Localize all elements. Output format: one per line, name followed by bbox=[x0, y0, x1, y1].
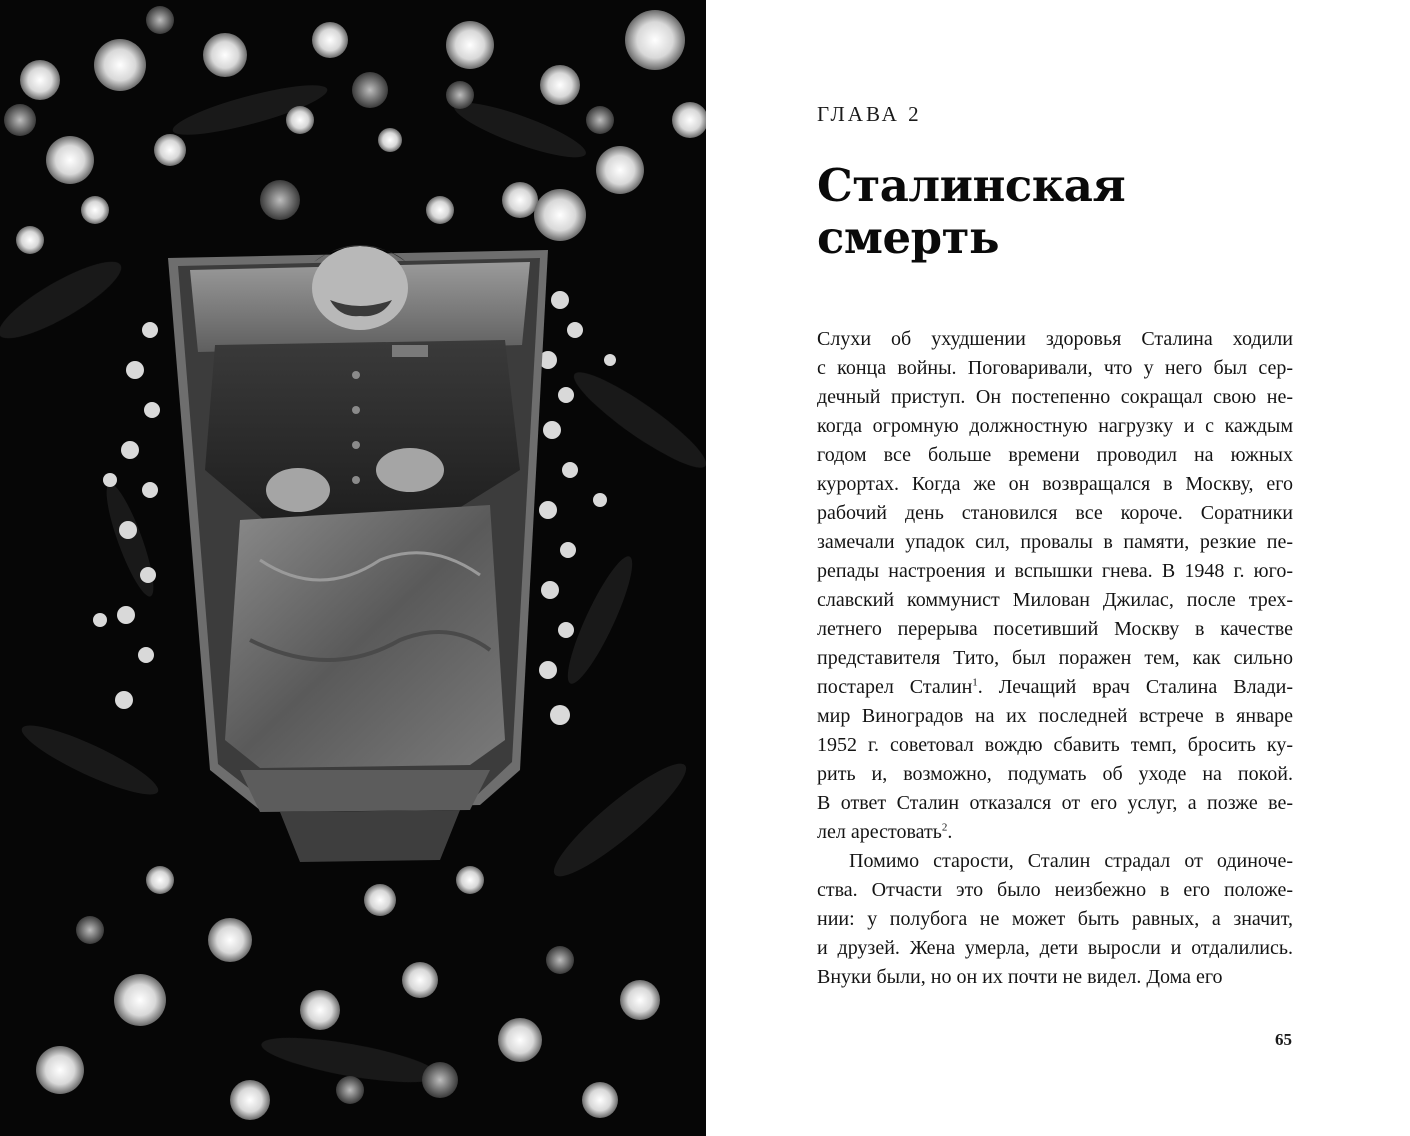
chapter-label: ГЛАВА 2 bbox=[817, 102, 922, 126]
line-text: 1952 г. советовал вождю сбавить темп, бросить ку- bbox=[817, 734, 1293, 756]
line-text: рить и, возможно, подумать об уходе на покой. bbox=[817, 763, 1293, 785]
text-line bbox=[817, 499, 1293, 528]
line-text: с конца войны. Поговаривали, что у него был сер- bbox=[817, 357, 1293, 379]
line-text: летнего перерыва посетивший Москву в качестве bbox=[817, 618, 1293, 640]
text-line bbox=[817, 905, 1293, 934]
text-line bbox=[817, 847, 1293, 876]
text-line bbox=[817, 412, 1293, 441]
line-text: ства. Отчасти это было неизбежно в его положе- bbox=[817, 879, 1293, 901]
text-line bbox=[817, 876, 1293, 905]
text-line bbox=[817, 673, 1293, 702]
line-text: репады настроения и вспышки гнева. В 1948 г. юго- bbox=[817, 560, 1293, 582]
line-text: Слухи об ухудшении здоровья Сталина ходили bbox=[817, 328, 1293, 350]
text-line bbox=[817, 383, 1293, 412]
chapter-title bbox=[817, 160, 1337, 264]
text-line bbox=[817, 325, 1293, 354]
chapter-title-line-2: смерть bbox=[817, 211, 1000, 264]
text-line bbox=[817, 963, 1293, 992]
line-text-after: . Лечащий врач Сталина Влади- bbox=[977, 676, 1293, 698]
line-text: рабочий день становился все короче. Соратники bbox=[817, 502, 1293, 524]
text-line bbox=[817, 818, 1293, 847]
text-line bbox=[817, 789, 1293, 818]
text-line bbox=[817, 586, 1293, 615]
line-text: замечали упадок сил, провалы в памяти, резкие пе- bbox=[817, 531, 1293, 553]
line-text: Помимо старости, Сталин страдал от одиноче- bbox=[849, 850, 1293, 872]
line-text: лел арестовать bbox=[817, 821, 942, 843]
line-text: курортах. Когда же он возвращался в Москву, его bbox=[817, 473, 1293, 495]
footnote-marker[interactable]: 2 bbox=[941, 821, 948, 834]
line-text-after: . bbox=[947, 821, 953, 843]
text-line bbox=[817, 615, 1293, 644]
line-text: постарел Сталин bbox=[817, 676, 973, 698]
text-line bbox=[817, 528, 1293, 557]
line-text: годом все больше времени проводил на южных bbox=[817, 444, 1293, 466]
page-number: 65 bbox=[1275, 1030, 1292, 1049]
text-line bbox=[817, 557, 1293, 586]
body-text bbox=[817, 325, 1293, 992]
text-page bbox=[706, 0, 1410, 1136]
line-text: мир Виноградов на их последней встрече в январе bbox=[817, 705, 1293, 727]
text-line bbox=[817, 470, 1293, 499]
line-text: когда огромную должностную нагрузку и с каждым bbox=[817, 415, 1293, 437]
text-line bbox=[817, 731, 1293, 760]
line-text: и друзей. Жена умерла, дети выросли и отдалились. bbox=[817, 937, 1293, 959]
line-text: Внуки были, но он их почти не видел. Дома его bbox=[817, 966, 1223, 988]
text-line bbox=[817, 760, 1293, 789]
text-line bbox=[817, 644, 1293, 673]
line-text: славский коммунист Милован Джилас, после трех- bbox=[817, 589, 1293, 611]
text-line bbox=[817, 441, 1293, 470]
text-line bbox=[817, 934, 1293, 963]
line-text: дечный приступ. Он постепенно сокращал свою не- bbox=[817, 386, 1293, 408]
text-line bbox=[817, 354, 1293, 383]
line-text: В ответ Сталин отказался от его услуг, а позже ве- bbox=[817, 792, 1293, 814]
line-text: нии: у полубога не может быть равных, а значит, bbox=[817, 908, 1293, 930]
line-text: представителя Тито, был поражен тем, как сильно bbox=[817, 647, 1293, 669]
text-line bbox=[817, 702, 1293, 731]
chapter-title-line-1: Сталинская bbox=[817, 159, 1126, 212]
footnote-marker[interactable]: 1 bbox=[972, 676, 978, 689]
paragraphs bbox=[817, 325, 1293, 992]
